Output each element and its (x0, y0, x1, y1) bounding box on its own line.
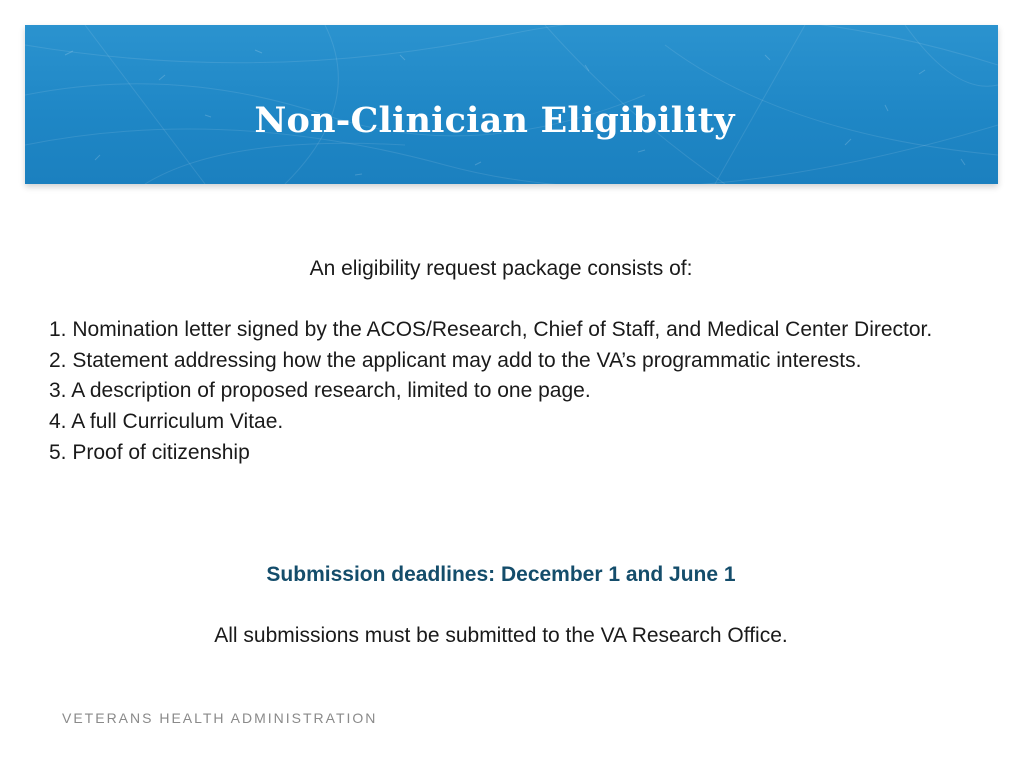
requirements-list (49, 315, 969, 469)
slide-title: Non-Clinician Eligibility (254, 100, 735, 141)
submission-note: All submissions must be submitted to the VA Research Office. (214, 624, 788, 647)
deadline-text: Submission deadlines: December 1 and June 1 (266, 563, 736, 586)
title-banner (25, 25, 998, 184)
list-item: 2. Statement addressing how the applicant may add to the VA’s programmatic interests. (49, 348, 862, 372)
list-item: 1. Nomination letter signed by the ACOS/Research, Chief of Staff, and Medical Center Director. (49, 318, 933, 341)
list-item: 4. A full Curriculum Vitae. (49, 410, 284, 434)
footer-text: VETERANS HEALTH ADMINISTRATION (62, 710, 378, 726)
list-item: 3. A description of proposed research, limited to one page. (49, 379, 591, 403)
list-item: 5. Proof of citizenship (49, 440, 250, 464)
intro-text: An eligibility request package consists of: (309, 257, 693, 280)
